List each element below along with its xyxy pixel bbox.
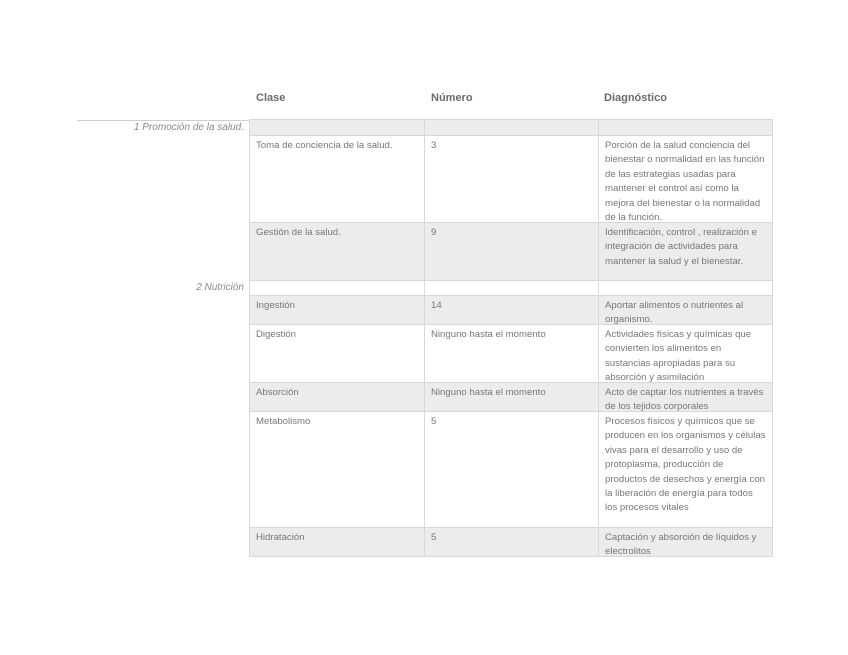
cell-diagnostico: Acto de captar los nutrientes a través de los tejidos corporales: [598, 383, 773, 411]
cell-diagnostico: Procesos físicos y químicos que se producen en los organismos y células vivas para el desarrollo y uso de protoplasma, producción de productos de desechos y energía con la liberación de energía para todos los procesos vitales: [598, 412, 773, 527]
cell-clase: Digestión: [249, 325, 424, 382]
cell-numero: 9: [424, 223, 598, 280]
cell-numero: 3: [424, 136, 598, 222]
classification-table: [249, 119, 773, 557]
cell-numero: Ninguno hasta el momento: [424, 325, 598, 382]
cell-numero: 5: [424, 412, 598, 527]
header-clase: Clase: [256, 92, 286, 104]
table-row: [249, 528, 773, 557]
table-row: [249, 325, 773, 383]
cell-diagnostico: Captación y absorción de líquidos y electrolitos: [598, 528, 773, 556]
cell-diagnostico: Porción de la salud conciencia del bienestar o normalidad en las función de las estrategias usadas para mantener el control así como la mejora del bienestar o la normalidad de la función.: [598, 136, 773, 222]
cell-numero: Ninguno hasta el momento: [424, 383, 598, 411]
cell-clase: Ingestión: [249, 296, 424, 324]
table-row: [249, 412, 773, 528]
cell-diagnostico: Identificación, control , realización e integración de actividades para mantener la salud y el bienestar.: [598, 223, 773, 280]
header-diagnostico: Diagnóstico: [604, 92, 667, 104]
table-header: [0, 92, 848, 108]
cell-numero: 14: [424, 296, 598, 324]
table-row: [249, 223, 773, 281]
cell-diagnostico: Aportar alimentos o nutrientes al organismo.: [598, 296, 773, 324]
cell-numero: 5: [424, 528, 598, 556]
cell-clase: Gestión de la salud.: [249, 223, 424, 280]
group-label-nutricion: 2 Nutrición: [196, 282, 244, 293]
group-spacer-row: [249, 281, 773, 296]
table-row: [249, 136, 773, 223]
table-row: [249, 296, 773, 325]
cell-clase: Toma de conciencia de la salud.: [249, 136, 424, 222]
cell-clase: Hidratación: [249, 528, 424, 556]
header-numero: Número: [431, 92, 473, 104]
group-spacer-row: [249, 120, 773, 136]
group-label-promocion: 1 Promoción de la salud.: [133, 122, 244, 133]
cell-diagnostico: Actividades físicas y químicas que convierten los alimentos en sustancias apropiadas para su absorción y asimilación: [598, 325, 773, 382]
cell-clase: Metabolismo: [249, 412, 424, 527]
table-row: [249, 383, 773, 412]
cell-clase: Absorción: [249, 383, 424, 411]
group-divider: [77, 120, 250, 121]
